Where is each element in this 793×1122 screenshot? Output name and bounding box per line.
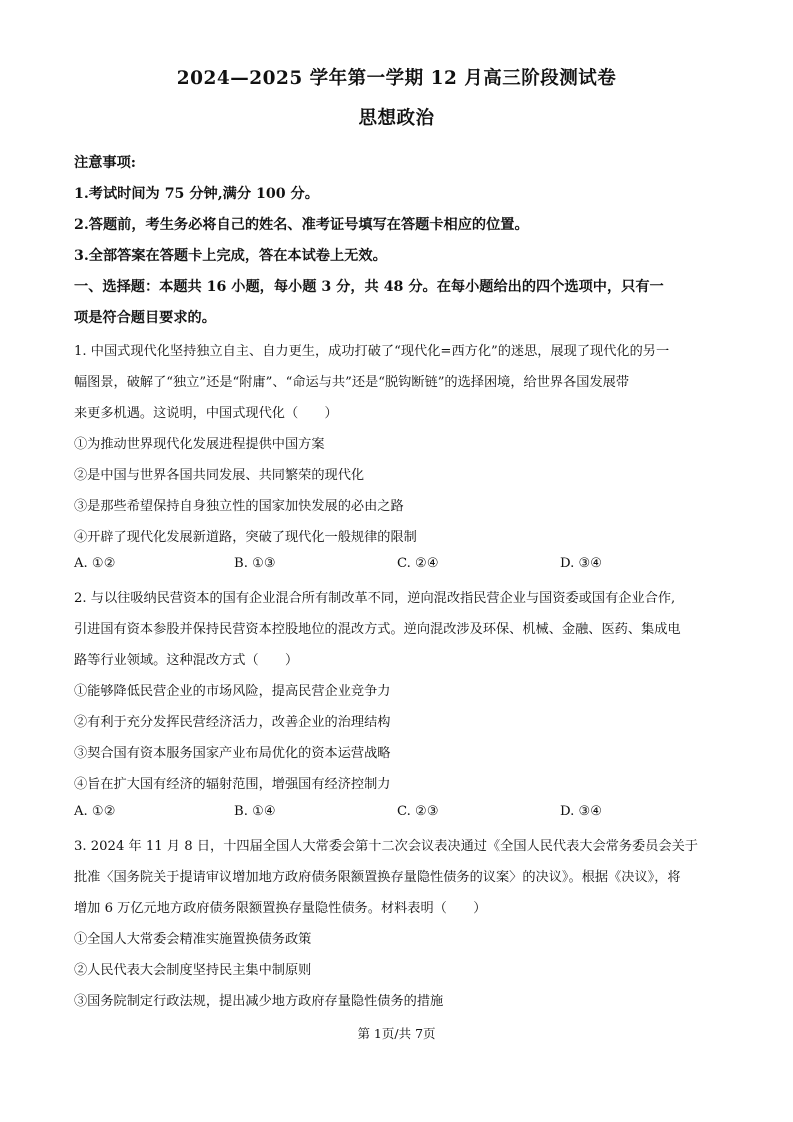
- option-c[interactable]: C. ②④: [397, 556, 439, 571]
- statement: ④开辟了现代化发展新道路，突破了现代化一般规律的限制: [74, 530, 417, 545]
- statement: ①能够降低民营企业的市场风险，提高民营企业竞争力: [74, 684, 391, 699]
- notice-item: 1.考试时间为 75 分钟,满分 100 分。: [74, 186, 319, 202]
- statement: ④旨在扩大国有经济的辐射范围，增强国有经济控制力: [74, 777, 391, 792]
- option-d[interactable]: D. ③④: [560, 556, 603, 571]
- statement: ②人民代表大会制度坚持民主集中制原则: [74, 963, 312, 978]
- option-c[interactable]: C. ②③: [397, 804, 439, 819]
- question-stem: 批准〈国务院关于提请审议增加地方政府债务限额置换存量隐性债务的议案〉的决议》。根据《决议》，将: [74, 870, 681, 885]
- option-b[interactable]: B. ①③: [234, 556, 276, 571]
- question-stem: 幅图景，破解了“独立”还是“附庸”、“命运与共”还是“脱钩断链”的选择困境，给世界各国发展带: [74, 375, 630, 390]
- statement: ③契合国有资本服务国家产业布局优化的资本运营战略: [74, 746, 391, 761]
- statement: ①全国人大常委会精准实施置换债务政策: [74, 932, 312, 947]
- statement: ③是那些希望保持自身独立性的国家加快发展的必由之路: [74, 499, 404, 514]
- section-heading: 一、选择题：本题共 16 小题，每小题 3 分，共 48 分。在每小题给出的四个选项中，只有一: [74, 279, 664, 295]
- exam-title: 2024—2025 学年第一学期 12 月高三阶段测试卷: [176, 68, 617, 89]
- question-stem: 引进国有资本参股并保持民营资本控股地位的混改方式。逆向混改涉及环保、机械、金融、医药、集成电: [74, 622, 681, 637]
- statement: ①为推动世界现代化发展进程提供中国方案: [74, 437, 325, 452]
- question-stem: 路等行业领域。这种混改方式（ ）: [74, 653, 299, 668]
- statement: ③国务院制定行政法规，提出减少地方政府存量隐性债务的措施: [74, 994, 444, 1009]
- notice-item: 2.答题前，考生务必将自己的姓名、准考证号填写在答题卡相应的位置。: [74, 217, 529, 233]
- question-stem: 2. 与以往吸纳民营资本的国有企业混合所有制改革不同，逆向混改指民营企业与国资委或国有企业合作,: [74, 591, 676, 606]
- statement: ②是中国与世界各国共同发展、共同繁荣的现代化: [74, 468, 365, 483]
- options-row: [74, 804, 734, 822]
- option-a[interactable]: A. ①②: [74, 556, 116, 571]
- statement: ②有利于充分发挥民营经济活力，改善企业的治理结构: [74, 715, 391, 730]
- option-d[interactable]: D. ③④: [560, 804, 603, 819]
- notice-heading: 注意事项:: [74, 155, 136, 171]
- question-stem: 来更多机遇。这说明，中国式现代化（ ）: [74, 406, 338, 421]
- question-stem: 3. 2024 年 11 月 8 日，十四届全国人大常委会第十二次会议表决通过《全国人民代表大会常务委员会关于: [74, 839, 698, 854]
- notice-item: 3.全部答案在答题卡上完成，答在本试卷上无效。: [74, 248, 387, 264]
- question-stem: 增加 6 万亿元地方政府债务限额置换存量隐性债务。材料表明（ ）: [74, 901, 487, 916]
- section-heading-cont: 项是符合题目要求的。: [74, 310, 216, 326]
- question-stem: 1. 中国式现代化坚持独立自主、自力更生，成功打破了“现代化=西方化”的迷思，展现了现代化的另一: [74, 344, 670, 359]
- subject-title: 思想政治: [358, 108, 435, 129]
- options-row: [74, 556, 734, 574]
- option-a[interactable]: A. ①②: [74, 804, 116, 819]
- page-number: 第 1页/共 7页: [357, 1026, 436, 1041]
- option-b[interactable]: B. ①④: [234, 804, 276, 819]
